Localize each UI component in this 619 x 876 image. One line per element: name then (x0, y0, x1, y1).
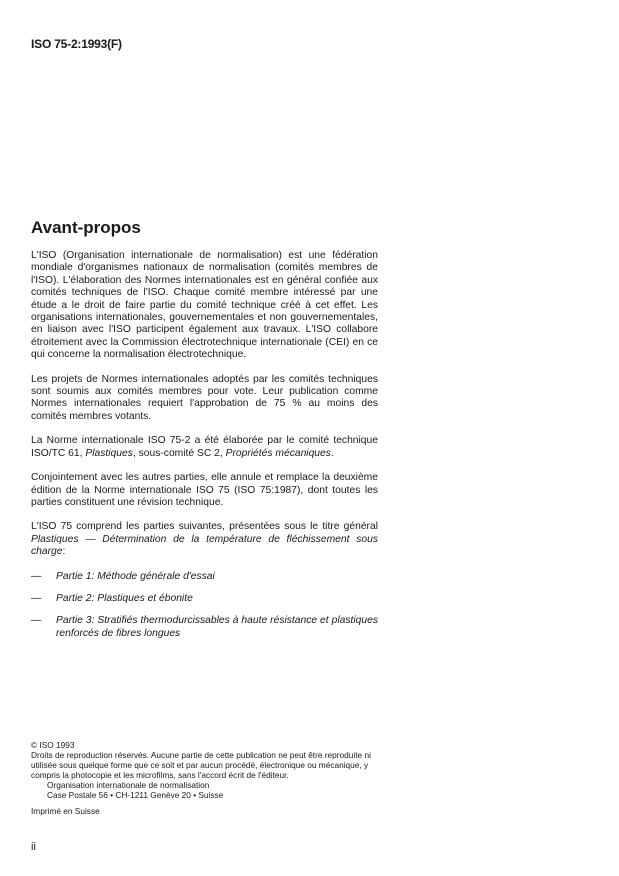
organisation-name: Organisation internationale de normalisation (47, 780, 210, 790)
list-item-label: Partie 1: Méthode générale d'essai (56, 570, 215, 582)
copyright-line: © ISO 1993 (31, 740, 75, 750)
list-item (31, 615, 378, 640)
organisation-address: Case Postale 56 • CH-1211 Genève 20 • Suisse (47, 790, 224, 800)
list-dash: — (31, 570, 42, 582)
paragraph-3-text-a: La Norme internationale ISO 75-2 a été élaborée par le comité technique ISO/TC 61, (31, 435, 378, 459)
paragraph-2: Les projets de Normes internationales adoptés par les comités techniques sont soumis aux comités membres pour vote. Leur publication comme Normes internationales requiert l'approbation de 75 % au moins des comités membres votants. (31, 373, 378, 422)
paragraph-3-italic-b: Propriétés mécaniques (225, 447, 331, 459)
printed-in: Imprimé en Suisse (31, 806, 100, 816)
document-reference: ISO 75-2:1993(F) (31, 37, 122, 51)
paragraph-5-text-b: : (62, 546, 66, 558)
list-item (31, 571, 378, 583)
paragraph-3-text-b: , sous-comité SC 2, (132, 447, 226, 459)
list-item-label: Partie 3: Stratifiés thermodurcissables à haute résistance et plastiques renforcés de fibres longues (56, 615, 378, 639)
paragraph-3-italic-a: Plastiques (85, 447, 133, 459)
list-dash: — (31, 615, 42, 627)
paragraph-4: Conjointement avec les autres parties, elle annule et remplace la deuxième édition de la Norme internationale ISO 75 (ISO 75:1987), dont toutes les parties constituent une révision technique. (31, 472, 378, 508)
page-number: ii (31, 841, 36, 853)
rights-notice: Droits de reproduction réservés. Aucune partie de cette publication ne peut être reproduite ni utilisée sous quelque forme que ce soit et par aucun procédé, électronique ou mécanique, y compris la photocopie et les microfilms, sans l'accord écrit de l'éditeur. (31, 750, 371, 780)
list-dash: — (31, 592, 42, 604)
section-heading: Avant-propos (31, 218, 141, 237)
parts-list (31, 571, 378, 641)
paragraph-5-italic-a: Plastiques — Détermination de la température de fléchissement sous charge (31, 533, 378, 558)
copyright-footer (31, 740, 381, 816)
list-item (31, 593, 378, 605)
paragraph-1: L'ISO (Organisation internationale de normalisation) est une fédération mondiale d'organismes nationaux de normalisation (comités membres de l'ISO). L'élaboration des Normes internationales est en général confiée aux comités techniques de l'ISO. Chaque comité membre intéressé par une étude a le droit de faire partie du comité technique créé à cet effet. Les organisations internationales, gouvernementales et non gouvernementales, en liaison avec l'ISO participent également aux travaux. L'ISO collabore étroitement avec la Commission électrotechnique internationale (CEI) en ce qui concerne la normalisation électrotechnique. (31, 250, 378, 361)
paragraph-3 (31, 435, 378, 460)
list-item-label: Partie 2: Plastiques et ébonite (56, 592, 193, 604)
foreword-body (31, 250, 378, 650)
paragraph-5 (31, 521, 378, 558)
paragraph-5-text-a: L'ISO 75 comprend les parties suivantes, présentées sous le titre général (31, 521, 378, 533)
paragraph-3-text-c: . (330, 447, 334, 459)
